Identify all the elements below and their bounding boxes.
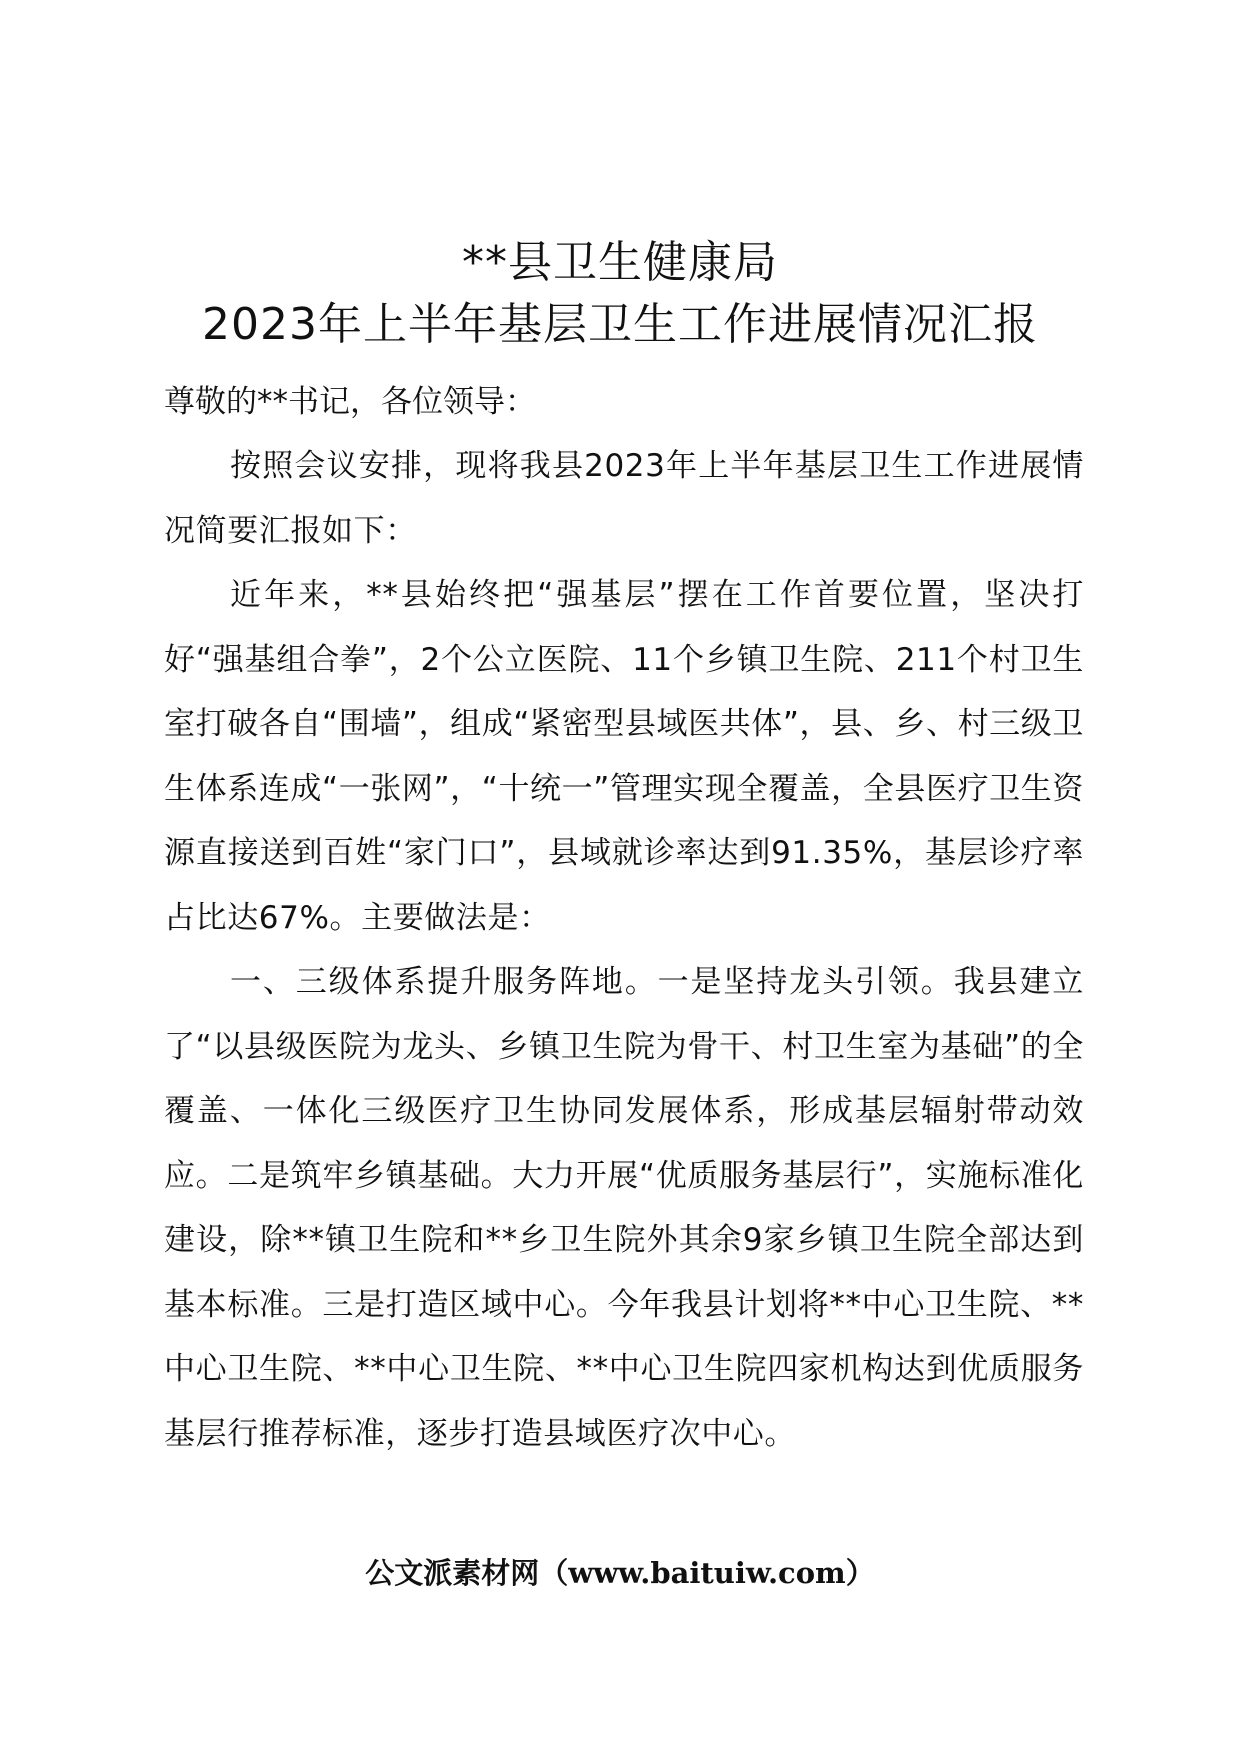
footer-source: 公文派素材网（www.baituiw.com） xyxy=(365,1556,875,1590)
title-line-1: **县卫生健康局 xyxy=(462,237,778,288)
title-line-2: 2023年上半年基层卫生工作进展情况汇报 xyxy=(202,299,1038,350)
paragraph-intro: 按照会议安排，现将我县2023年上半年基层卫生工作进展情况简要汇报如下： xyxy=(164,448,1084,549)
paragraph-overview: 近年来，**县始终把“强基层”摆在工作首要位置，坚决打好“强基组合拳”，2个公立医院、11个乡镇卫生院、211个村卫生室打破各自“围墙”，组成“紧密型县域医共体”，县、乡、村三级卫生体系连成“一张网”，“十统一”管理实现全覆盖，全县医疗卫生资源直接送到百姓“家门口”，县域就诊率达到91.35%，基层诊疗率占比达67%。主要做法是： xyxy=(164,577,1084,936)
salutation: 尊敬的**书记，各位领导： xyxy=(164,384,536,420)
document-body xyxy=(164,370,1084,1466)
document-title xyxy=(0,232,1240,356)
paragraph-section-one: 一、三级体系提升服务阵地。一是坚持龙头引领。我县建立了“以县级医院为龙头、乡镇卫生院为骨干、村卫生室为基础”的全覆盖、一体化三级医疗卫生协同发展体系，形成基层辐射带动效应。二是筑牢乡镇基础。大力开展“优质服务基层行”，实施标准化建设，除**镇卫生院和**乡卫生院外其余9家乡镇卫生院全部达到基本标准。三是打造区域中心。今年我县计划将**中心卫生院、**中心卫生院、**中心卫生院、**中心卫生院四家机构达到优质服务基层行推荐标准，逐步打造县域医疗次中心。 xyxy=(164,964,1084,1452)
